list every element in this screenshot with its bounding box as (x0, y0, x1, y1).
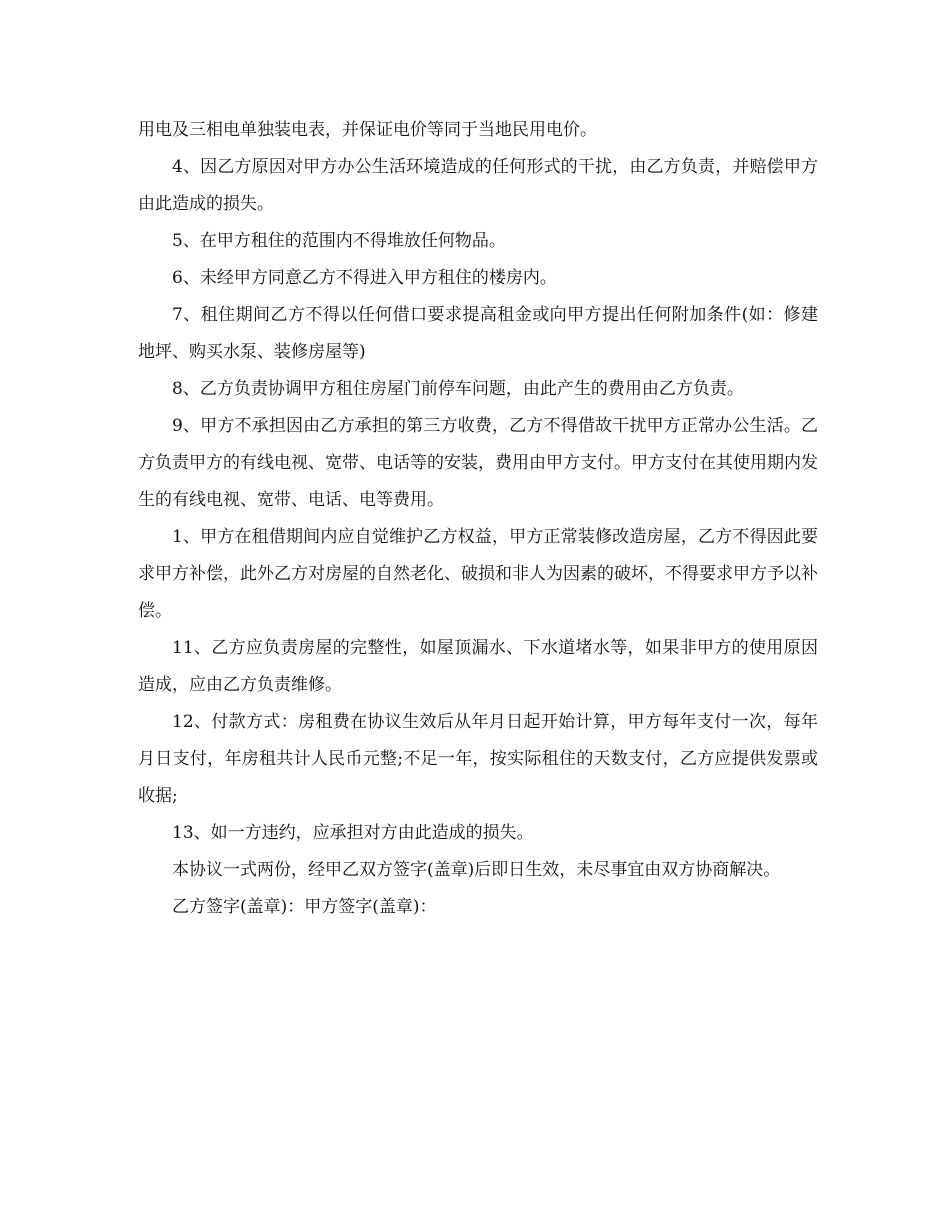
clause-9: 9、甲方不承担因由乙方承担的第三方收费，乙方不得借故干扰甲方正常办公生活。乙方负责甲方的有线电视、宽带、电话等的安装，费用由甲方支付。甲方支付在其使用期内发生的有线电视、宽带、电话、电等费用。 (138, 416, 818, 510)
clause-13: 13、如一方违约，应承担对方由此造成的损失。 (172, 823, 534, 843)
document-body (138, 112, 818, 926)
paragraph-continuation: 用电及三相电单独装电表，并保证电价等同于当地民用电价。 (138, 120, 597, 140)
clause-1: 1、甲方在租借期间内应自觉维护乙方权益，甲方正常装修改造房屋，乙方不得因此要求甲方补偿，此外乙方对房屋的自然老化、破损和非人为因素的破坏，不得要求甲方予以补偿。 (138, 527, 818, 621)
clause-5: 5、在甲方租住的范围内不得堆放任何物品。 (172, 231, 506, 251)
clause-8: 8、乙方负责协调甲方租住房屋门前停车问题，由此产生的费用由乙方负责。 (172, 379, 744, 399)
clause-12: 12、付款方式：房租费在协议生效后从年月日起开始计算，甲方每年支付一次，每年月日支付，年房租共计人民币元整;不足一年，按实际租住的天数支付，乙方应提供发票或收据; (138, 712, 818, 806)
clause-6: 6、未经甲方同意乙方不得进入甲方租住的楼房内。 (172, 268, 557, 288)
clause-7: 7、租住期间乙方不得以任何借口要求提高租金或向甲方提出任何附加条件(如：修建地坪、购买水泵、装修房屋等) (138, 305, 818, 362)
clause-4: 4、因乙方原因对甲方办公生活环境造成的任何形式的干扰，由乙方负责，并赔偿甲方由此造成的损失。 (138, 157, 818, 214)
agreement-effect: 本协议一式两份，经甲乙双方签字(盖章)后即日生效，未尽事宜由双方协商解决。 (172, 860, 781, 880)
signature-line: 乙方签字(盖章)：甲方签字(盖章)： (172, 897, 437, 917)
clause-11: 11、乙方应负责房屋的完整性，如屋顶漏水、下水道堵水等，如果非甲方的使用原因造成，应由乙方负责维修。 (138, 638, 818, 695)
